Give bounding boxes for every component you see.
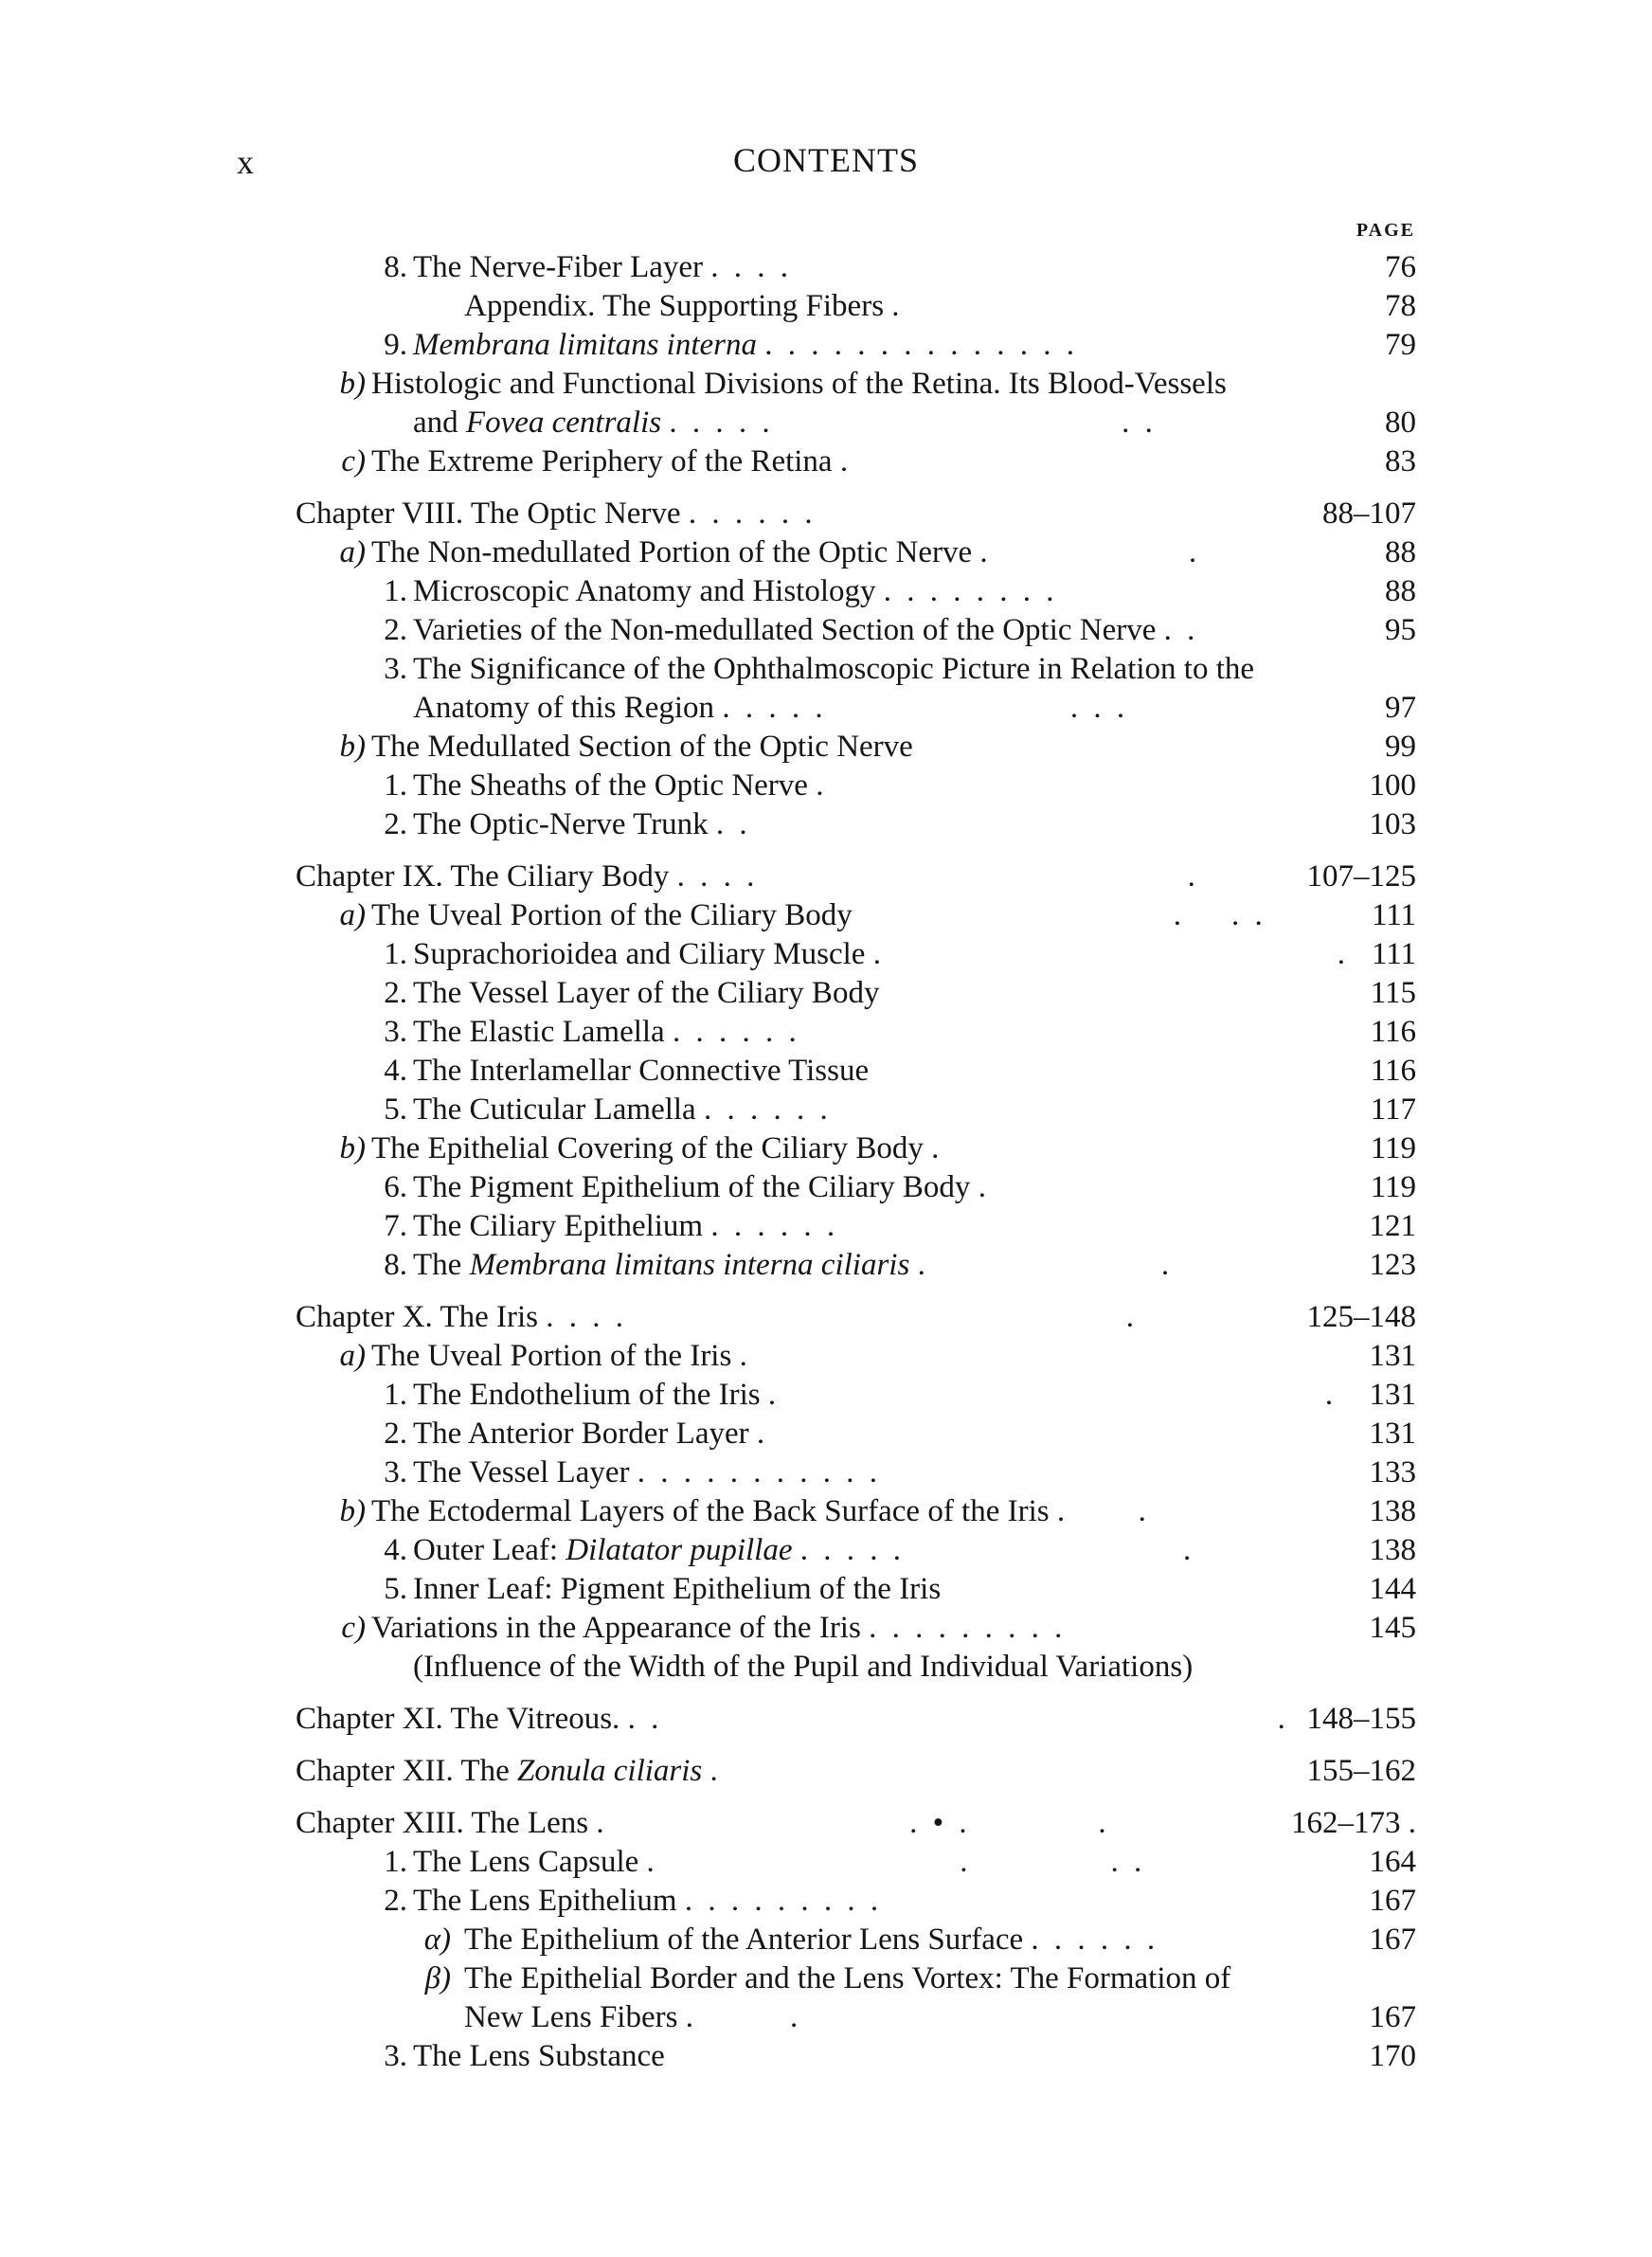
toc-entry-marker: 5. [384, 1572, 407, 1606]
toc-entry-text: The Elastic Lamella [413, 1015, 665, 1049]
toc-entry [296, 287, 1416, 326]
toc-entry-marker: 4. [384, 1054, 407, 1088]
toc-page-number: 107–125 [1306, 859, 1416, 894]
toc-leader-dots: . . . [860, 898, 1266, 932]
toc-entry [296, 1531, 1416, 1570]
toc-leader-dots: . [816, 768, 828, 803]
toc-entry-title [296, 1752, 722, 1791]
toc-entry-marker: 1. [384, 1378, 407, 1412]
toc-entry-italic-text: Membrana limitans interna ciliaris [469, 1248, 910, 1282]
toc-entry-title [413, 611, 1198, 650]
toc-leader-dots: . [839, 444, 853, 478]
toc-entry-title [296, 495, 817, 533]
toc-leader-dots: . . . . [710, 250, 793, 284]
toc-page-number: 155–162 [1306, 1754, 1416, 1788]
toc-page-number: 116 [1370, 1054, 1416, 1088]
toc-entry [296, 1921, 1416, 1959]
toc-entry-title [413, 1013, 800, 1052]
toc-leader-dots: . . . . . . [1031, 1923, 1159, 1957]
toc-entry-text: The Epithelial Border and the Lens Vortex: The Formation of [464, 1961, 1231, 1995]
toc-entry-title [413, 935, 1349, 974]
toc-entry-title [413, 1415, 768, 1454]
toc-entry-italic-text: Fovea centralis [465, 406, 662, 440]
toc-entry-title [464, 287, 904, 326]
toc-leader-dots: . . . . . . [672, 1015, 800, 1049]
toc-page-number: 167 [1369, 2000, 1416, 2034]
toc-entry-text: Membrana limitans interna [413, 328, 757, 362]
toc-entry [296, 1091, 1416, 1129]
toc-entry-title [413, 404, 1157, 442]
toc-page-number: 95 [1385, 613, 1416, 647]
toc-entry-text: Chapter XIII. The Lens [296, 1806, 589, 1840]
toc-page-number: 138 [1369, 1494, 1416, 1528]
toc-entry [296, 442, 1416, 481]
toc-leader-dots: . . . . . . . . [883, 574, 1058, 608]
toc-entry-text: The Epithelial Covering of the Ciliary Body [371, 1131, 924, 1165]
toc-entry-marker: 8. [384, 1248, 407, 1282]
toc-chapter [296, 1298, 1416, 1337]
toc-entry [296, 1415, 1416, 1454]
toc-page-number: 144 [1369, 1572, 1416, 1606]
toc-entry-marker: 4. [384, 1533, 407, 1567]
toc-leader-dots: . . [979, 535, 1201, 569]
toc-entry-text: The Uveal Portion of the Ciliary Body [371, 898, 853, 932]
toc-entry-text: Inner Leaf: Pigment Epithelium of the Iris [413, 1572, 942, 1606]
toc-leader-dots: . . . . . . . . . . . . . . [764, 328, 1078, 362]
toc-chapter [296, 495, 1416, 533]
toc-entry [296, 974, 1416, 1013]
toc-entry-title [464, 1998, 801, 2037]
toc-entry [296, 2037, 1416, 2076]
toc-entry-title [413, 1843, 1145, 1882]
toc-leader-dots: . . . . . . . . . . . [637, 1455, 881, 1490]
toc-entry-text: Outer Leaf: [413, 1533, 558, 1567]
toc-entry [296, 1052, 1416, 1091]
toc-page-number: 167 [1369, 1884, 1416, 1918]
toc-page-number: 119 [1370, 1170, 1416, 1204]
toc-entry [296, 1013, 1416, 1052]
toc-leader-dots: . . . . . . . . [722, 691, 1129, 725]
toc-page-number: 138 [1369, 1533, 1416, 1567]
toc-entry-text: The Epithelium of the Anterior Lens Surface [464, 1923, 1024, 1957]
toc-entry-title [413, 1207, 838, 1246]
toc-entry-title [371, 533, 1200, 572]
toc-entry-text: The Sheaths of the Optic Nerve [413, 768, 808, 803]
toc-page-number: 115 [1370, 976, 1416, 1010]
toc-entry-marker: α) [423, 1923, 451, 1957]
toc-page-number: 125–148 [1306, 1300, 1416, 1334]
toc-entry-title [371, 896, 1266, 935]
toc-leader-dots: . . [715, 807, 751, 841]
toc-entry [296, 1609, 1416, 1648]
toc-entry-text: The Medullated Section of the Optic Nerve [371, 730, 913, 764]
toc-page-number: 131 [1369, 1378, 1416, 1412]
toc-entry-text: The Lens Substance [413, 2039, 665, 2073]
toc-entry [296, 572, 1416, 611]
toc-chapter [296, 858, 1416, 896]
toc-entry-title [413, 805, 751, 844]
toc-entry-title [371, 1129, 943, 1168]
toc-page-number: 162–173 . [1291, 1806, 1416, 1840]
toc-page-number: 103 [1369, 807, 1416, 841]
toc-entry [296, 1376, 1416, 1415]
toc-leader-dots: . . [872, 937, 1349, 971]
toc-page-number: 117 [1370, 1092, 1416, 1127]
toc-page-number: 119 [1370, 1131, 1416, 1165]
toc-leader-dots: . . . . . . [710, 1209, 839, 1243]
toc-page-number: 99 [1385, 730, 1416, 764]
toc-entry-text: (Influence of the Width of the Pupil and Individual Variations) [413, 1650, 1194, 1684]
toc-page-number: 145 [1369, 1611, 1416, 1645]
toc-entry [296, 533, 1416, 572]
toc-leader-dots: . . [685, 2000, 802, 2034]
toc-entry-text: The Optic-Nerve Trunk [413, 807, 709, 841]
toc-leader-dots: . . [1056, 1494, 1150, 1528]
toc-entry-text: The Nerve-Fiber Layer [413, 250, 704, 284]
toc-entry-title [413, 1091, 832, 1129]
toc-entry-title [413, 689, 1128, 728]
toc-entry-marker: 9. [384, 328, 407, 362]
toc-entry-text: Chapter X. The Iris [296, 1300, 538, 1334]
toc-entry-text: Microscopic Anatomy and Histology [413, 574, 876, 608]
toc-entry-text: The [413, 1248, 462, 1282]
toc-entry-text: The Ciliary Epithelium [413, 1209, 704, 1243]
toc-entry [296, 1337, 1416, 1376]
toc-leader-dots: . . . . . . [688, 497, 817, 531]
toc-entry [296, 1492, 1416, 1531]
toc-entry [296, 1246, 1416, 1285]
toc-page-number: 83 [1385, 444, 1416, 478]
toc-entry-title [464, 1921, 1158, 1959]
toc-page-number: 170 [1369, 2039, 1416, 2073]
toc-entry-marker: a) [339, 535, 366, 569]
toc-entry-text: The Anterior Border Layer [413, 1417, 749, 1451]
page-column-label: PAGE [1356, 220, 1415, 241]
toc-page-number: 116 [1370, 1015, 1416, 1049]
toc-entry-marker: 1. [384, 768, 407, 803]
toc-entry-text: The Ectodermal Layers of the Back Surface of the Iris [371, 1494, 1050, 1528]
toc-entry-title [371, 1609, 1066, 1648]
toc-leader-dots: . . . . . [546, 1300, 1138, 1334]
toc-entry-marker: 1. [384, 937, 407, 971]
toc-entry [296, 248, 1416, 287]
toc-entry-title [371, 442, 852, 481]
toc-entry-italic-text: Dilatator pupillae [566, 1533, 793, 1567]
toc-entry-title [413, 1454, 881, 1492]
toc-entry-title [413, 1052, 869, 1091]
toc-leader-dots: . . . . . . . . . [869, 1611, 1067, 1645]
toc-leader-dots: . . [1163, 613, 1199, 647]
toc-page-number: 111 [1371, 898, 1416, 932]
toc-entry-title [371, 365, 1227, 404]
toc-entry [296, 935, 1416, 974]
toc-leader-dots: . . • . . [596, 1806, 1110, 1840]
toc-entry-marker: 3. [384, 1015, 407, 1049]
toc-entry [296, 1959, 1416, 1998]
toc-entry-text: The Interlamellar Connective Tissue [413, 1054, 870, 1088]
toc-page-number: 121 [1369, 1209, 1416, 1243]
toc-entry-text: The Vessel Layer [413, 1455, 630, 1490]
toc-leader-dots: . . . . . . . [669, 406, 1157, 440]
toc-chapter [296, 1700, 1416, 1739]
toc-leader-dots: . [739, 1339, 751, 1373]
toc-entry-marker: a) [339, 1339, 366, 1373]
toc-leader-dots: . [891, 289, 904, 323]
toc-page-number: 100 [1369, 768, 1416, 803]
toc-entry-text: The Lens Epithelium [413, 1884, 677, 1918]
toc-entry [296, 404, 1416, 442]
toc-entry-text: Varieties of the Non-medullated Section of the Optic Nerve [413, 613, 1157, 647]
toc-entry-title [371, 1337, 751, 1376]
toc-entry-title [413, 974, 879, 1013]
toc-page-number: 131 [1369, 1339, 1416, 1373]
toc-entry [296, 650, 1416, 689]
toc-entry-text: Anatomy of this Region [413, 691, 715, 725]
toc-entry-marker: a) [339, 898, 366, 932]
table-of-contents [296, 248, 1416, 2076]
toc-entry-marker: 2. [384, 807, 407, 841]
toc-entry-marker: 2. [384, 1417, 407, 1451]
toc-entry-text: The Significance of the Ophthalmoscopic Picture in Relation to the [413, 652, 1255, 686]
toc-entry-marker: 6. [384, 1170, 407, 1204]
toc-entry-title [296, 1298, 1138, 1337]
toc-entry-text: Chapter IX. The Ciliary Body [296, 859, 670, 894]
toc-entry-title [413, 248, 792, 287]
toc-entry [296, 1129, 1416, 1168]
toc-entry-marker: 3. [384, 652, 407, 686]
toc-page-number: 167 [1369, 1923, 1416, 1957]
toc-entry-marker: 3. [384, 2039, 407, 2073]
toc-leader-dots: . . [767, 1378, 1338, 1412]
toc-entry-text: The Pigment Epithelium of the Ciliary Body [413, 1170, 971, 1204]
toc-entry-marker: 3. [384, 1455, 407, 1490]
toc-entry-marker: b) [339, 1494, 366, 1528]
toc-leader-dots: . . . . . . [799, 1533, 1195, 1567]
toc-entry [296, 1168, 1416, 1207]
toc-entry-title [413, 1570, 941, 1609]
toc-entry-title [413, 1246, 1173, 1285]
toc-entry-marker: 1. [384, 1845, 407, 1879]
toc-entry-text: Chapter XI. The Vitreous. [296, 1702, 620, 1736]
toc-entry-text: The Endothelium of the Iris [413, 1378, 761, 1412]
toc-entry-text: The Non-medullated Portion of the Optic Nerve [371, 535, 973, 569]
toc-entry-marker: 2. [384, 976, 407, 1010]
toc-chapter [296, 1752, 1416, 1791]
toc-entry-italic-text: Zonula ciliaris [516, 1754, 703, 1788]
toc-entry-text: Chapter XII. The [296, 1754, 510, 1788]
toc-entry-title [413, 2037, 665, 2076]
toc-entry-title [464, 1959, 1230, 1998]
toc-entry-text: The Uveal Portion of the Iris [371, 1339, 732, 1373]
toc-entry-title [413, 572, 1058, 611]
toc-page-number: 131 [1369, 1417, 1416, 1451]
toc-page-number: 111 [1371, 937, 1416, 971]
toc-entry-title [413, 1882, 882, 1921]
toc-entry-text: Appendix. The Supporting Fibers [464, 289, 885, 323]
toc-entry [296, 1648, 1416, 1687]
toc-entry-marker: 2. [384, 613, 407, 647]
toc-entry-title [413, 650, 1254, 689]
toc-entry-text: The Extreme Periphery of the Retina [371, 444, 833, 478]
toc-page-number: 80 [1385, 406, 1416, 440]
toc-page-number: 78 [1385, 289, 1416, 323]
toc-page-number: 164 [1369, 1845, 1416, 1879]
toc-leader-dots: . . . . . . . . . [684, 1884, 883, 1918]
toc-entry [296, 326, 1416, 365]
toc-entry-title [413, 1648, 1193, 1687]
toc-leader-dots: . . . [627, 1702, 1289, 1736]
toc-entry [296, 728, 1416, 767]
toc-entry [296, 896, 1416, 935]
toc-entry [296, 1998, 1416, 2037]
toc-entry [296, 1843, 1416, 1882]
toc-entry-title [296, 1700, 1289, 1739]
page-numeral: x [237, 143, 254, 181]
toc-entry-title [413, 1376, 1337, 1415]
toc-entry-marker: b) [339, 367, 366, 401]
toc-entry-title [371, 728, 913, 767]
toc-entry-text: New Lens Fibers [464, 2000, 678, 2034]
toc-entry [296, 611, 1416, 650]
toc-page-number: 79 [1385, 328, 1416, 362]
toc-page-number: 88–107 [1322, 497, 1416, 531]
toc-entry-title [413, 767, 827, 805]
toc-entry-title [296, 1804, 1110, 1843]
toc-entry-marker: b) [339, 730, 366, 764]
toc-entry-marker: 2. [384, 1884, 407, 1918]
toc-leader-dots: . . [917, 1248, 1174, 1282]
toc-entry-text: The Lens Capsule [413, 1845, 639, 1879]
toc-leader-dots: . . . . [646, 1845, 1146, 1879]
toc-page-number: 123 [1369, 1248, 1416, 1282]
toc-leader-dots: . [756, 1417, 769, 1451]
toc-entry-marker: c) [341, 1611, 366, 1645]
toc-entry [296, 365, 1416, 404]
toc-leader-dots: . [978, 1170, 990, 1204]
toc-entry-marker: b) [339, 1131, 366, 1165]
toc-entry-text: The Vessel Layer of the Ciliary Body [413, 976, 880, 1010]
toc-entry-title [413, 326, 1078, 365]
toc-entry-text: Variations in the Appearance of the Iris [371, 1611, 861, 1645]
toc-page-number: 148–155 [1306, 1702, 1416, 1736]
toc-entry-title [413, 1168, 990, 1207]
toc-entry-text: The Cuticular Lamella [413, 1092, 696, 1127]
toc-page-number: 133 [1369, 1455, 1416, 1490]
toc-leader-dots: . . . . . [676, 859, 1199, 894]
toc-entry-marker: 8. [384, 250, 407, 284]
toc-entry-title [371, 1492, 1150, 1531]
toc-entry [296, 1570, 1416, 1609]
toc-entry-text: Histologic and Functional Divisions of the Retina. Its Blood-Vessels [371, 367, 1227, 401]
toc-entry-text: Chapter VIII. The Optic Nerve [296, 497, 681, 531]
toc-entry [296, 1882, 1416, 1921]
toc-page-number: 76 [1385, 250, 1416, 284]
toc-page-number: 97 [1385, 691, 1416, 725]
toc-entry-marker: 7. [384, 1209, 407, 1243]
page-title: CONTENTS [733, 141, 919, 179]
toc-chapter [296, 1804, 1416, 1843]
toc-entry-marker: 5. [384, 1092, 407, 1127]
toc-page-number: 88 [1385, 535, 1416, 569]
toc-leader-dots: . [709, 1754, 722, 1788]
toc-leader-dots: . [931, 1131, 943, 1165]
toc-leader-dots: . . . . . . [703, 1092, 832, 1127]
toc-entry [296, 1454, 1416, 1492]
toc-entry-marker: c) [341, 444, 366, 478]
toc-entry-marker: β) [424, 1961, 451, 1995]
toc-entry-text: and [413, 406, 458, 440]
toc-entry-text: Suprachorioidea and Ciliary Muscle [413, 937, 866, 971]
toc-entry [296, 1207, 1416, 1246]
toc-entry-marker: 1. [384, 574, 407, 608]
toc-entry [296, 805, 1416, 844]
toc-entry-title [296, 858, 1199, 896]
toc-page-number: 88 [1385, 574, 1416, 608]
toc-entry-title [413, 1531, 1194, 1570]
toc-entry [296, 689, 1416, 728]
toc-entry [296, 767, 1416, 805]
